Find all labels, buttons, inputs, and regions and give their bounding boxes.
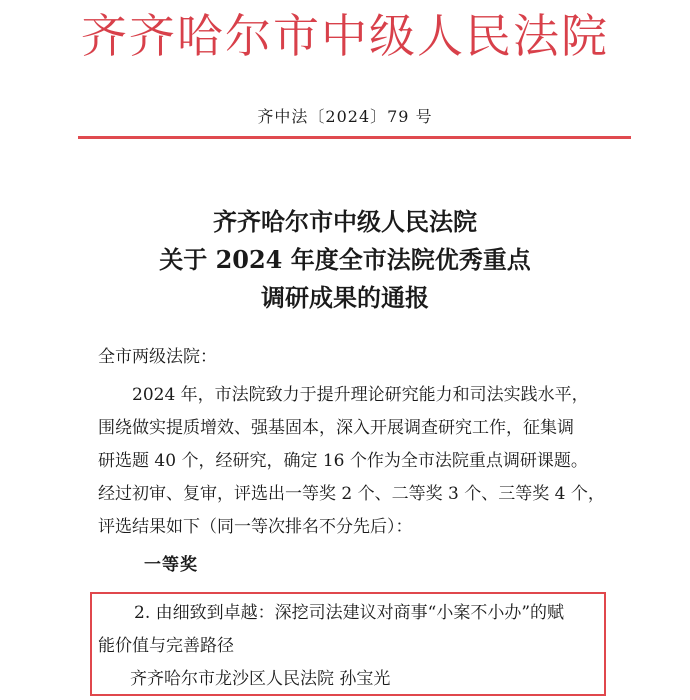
title-line-1: 齐齐哈尔市中级人民法院 xyxy=(213,207,477,236)
masthead-title: 齐齐哈尔市中级人民法院 xyxy=(81,9,609,63)
title-line-3: 调研成果的通报 xyxy=(261,283,429,312)
body-line-3: 研选题 40 个，经研究，确定 16 个作为全市法院重点调研课题。 xyxy=(98,451,588,471)
body-line-4: 经过初审、复审，评选出一等奖 2 个、二等奖 3 个、三等奖 4 个， xyxy=(98,484,605,504)
body-line-2: 围绕做实提质增效、强基固本，深入开展调查研究工作，征集调 xyxy=(98,418,574,438)
salutation: 全市两级法院： xyxy=(98,347,217,367)
red-divider-rule xyxy=(78,136,631,139)
document-title xyxy=(0,203,690,317)
section-heading-first-prize: 一等奖 xyxy=(144,555,198,575)
document-number: 齐中法〔2024〕79 号 xyxy=(257,107,433,126)
body-line-5: 评选结果如下（同一等次排名不分先后）： xyxy=(98,517,413,537)
body-paragraph xyxy=(98,379,618,544)
body-line-1: 2024 年，市法院致力于提升理论研究能力和司法实践水平， xyxy=(132,385,589,405)
entry-title-line-1: 2. 由细致到卓越：深挖司法建议对商事“小案不小办”的赋 xyxy=(134,603,565,623)
award-entry xyxy=(98,597,565,663)
title-line-2: 关于 2024 年度全市法院优秀重点 xyxy=(159,245,531,274)
entry-author: 齐齐哈尔市龙沙区人民法院 孙宝光 xyxy=(130,669,391,689)
entry-title-line-2: 能价值与完善路径 xyxy=(98,636,234,656)
